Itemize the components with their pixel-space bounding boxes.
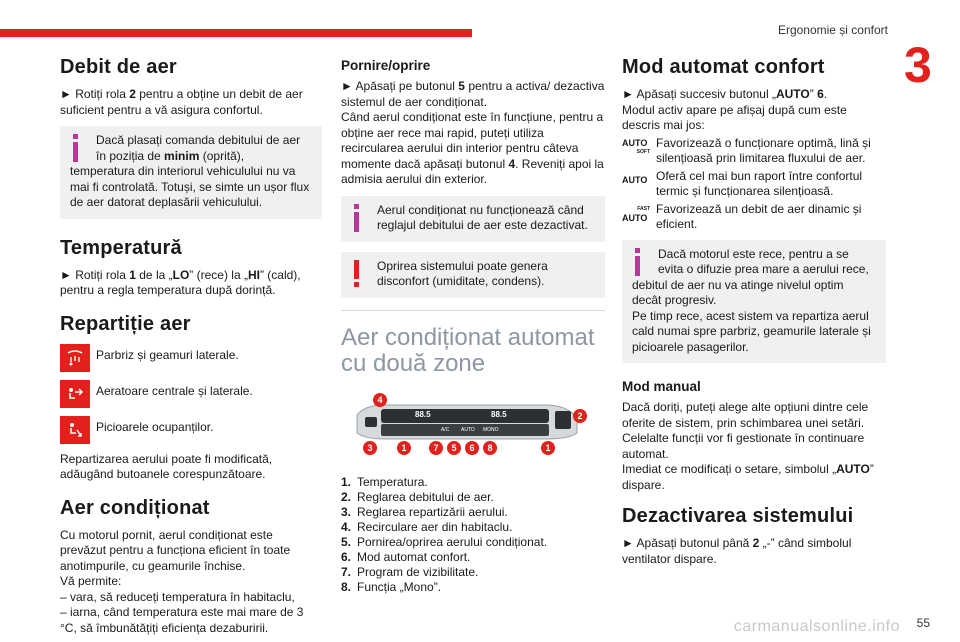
rep-feet: Picioarele ocupanților. bbox=[60, 416, 322, 444]
callout-4: 4 bbox=[373, 393, 387, 407]
column-3 bbox=[622, 48, 886, 573]
deact-title: Dezactivarea sistemului bbox=[622, 505, 854, 527]
manual-p1: Dacă doriți, puteți alege alte opțiuni dintre cele oferite de sistem, prin schimbarea unei setări. bbox=[622, 400, 869, 430]
legend-item: 5. Pornirea/oprirea aerului condiționat. bbox=[341, 534, 548, 549]
warning-icon bbox=[351, 259, 371, 289]
legend-item: 1. Temperatura. bbox=[341, 474, 428, 489]
legend-item: 3. Reglarea repartizării aerului. bbox=[341, 504, 508, 519]
auto-info-note: Dacă motorul este rece, pentru a se evita o difuzie prea mare a aerului rece, debitul de aer nu va atinge nivelul optim decât progresiv. Pe timp rece, acest sistem va repartiza aerul cald numai spre parbriz, geamurile laterale și picioarele pasagerilor. bbox=[622, 240, 886, 364]
onoff-p2: Când aerul condiționat este în funcțiune, pentru a obține aer rece mai rapid, puteți utiliza recircularea aerului din interior pentru câteva momente dacă apăsați butonul 4. Reveniți apoi la admisia aerului din exterior. bbox=[341, 110, 604, 186]
panel-ac-label: A/C bbox=[441, 426, 450, 433]
windshield-airflow-icon bbox=[60, 344, 90, 372]
onoff-title: Pornire/oprire bbox=[341, 58, 431, 73]
column-1 bbox=[60, 48, 322, 642]
ac-p4: – iarna, când temperatura este mai mare de 3 °C, să îmbunătățiți eficiența dezaburirii. bbox=[60, 605, 304, 635]
ac-title: Aer condiționat bbox=[60, 496, 210, 519]
watermark-text: carmanualsonline.info bbox=[733, 618, 900, 635]
callout-1-right: 1 bbox=[541, 441, 555, 455]
auto-soft-icon: AUTO SOFT bbox=[622, 137, 650, 155]
manual-p3: Imediat ce modificați o setare, simbolul „AUTO” dispare. bbox=[622, 462, 874, 492]
callout-2: 2 bbox=[573, 409, 587, 423]
ac-p2: Vă permite: bbox=[60, 574, 122, 588]
manual-p2: Celelalte funcții vor fi gestionate în continuare automat. bbox=[622, 431, 865, 461]
auto-normal-icon: AUTO bbox=[622, 174, 648, 185]
legend-item: 7. Program de vizibilitate. bbox=[341, 564, 479, 579]
panel-temp-left: 88.5 bbox=[415, 409, 431, 419]
info-icon bbox=[70, 133, 90, 163]
top-accent-bar bbox=[0, 29, 472, 37]
mode-auto-soft: AUTO SOFT Favorizează o funcționare optimă, lină și silențioasă prin limitarea fluxului de aer. bbox=[622, 135, 871, 165]
callout-7: 7 bbox=[429, 441, 443, 455]
callout-6: 6 bbox=[465, 441, 479, 455]
manual-title: Mod manual bbox=[622, 379, 701, 394]
panel-legend bbox=[341, 475, 605, 594]
temp-text: ► Rotiți rola 1 de la „LO” (rece) la „HI” (cald), pentru a regla temperatura după dorință. bbox=[60, 267, 301, 297]
auto-fast-icon: FAST AUTO bbox=[622, 205, 650, 223]
rep-title: Repartiție aer bbox=[60, 312, 191, 335]
chapter-number: 3 bbox=[904, 37, 932, 93]
feet-airflow-icon bbox=[60, 416, 90, 444]
onoff-info-note: Aerul condiționat nu funcționează când reglajul debitului de aer este dezactivat. bbox=[341, 196, 605, 242]
debit-title: Debit de aer bbox=[60, 56, 177, 78]
debit-text: ► Rotiți rola 2 pentru a obține un debit de aer suficient pentru a vă asigura confortul. bbox=[60, 87, 303, 117]
column-2 bbox=[341, 48, 605, 595]
center-vents-icon bbox=[60, 380, 90, 408]
info-icon bbox=[632, 247, 652, 277]
section-divider bbox=[341, 310, 605, 311]
panel-temp-right: 88.5 bbox=[491, 409, 507, 419]
rep-windshield: Parbriz și geamuri laterale. bbox=[60, 344, 322, 372]
legend-item: 8. Funcția „Mono”. bbox=[341, 579, 442, 594]
onoff-p1: ► Apăsați pe butonul 5 pentru a activa/ dezactiva sistemul de aer condiționat. bbox=[341, 79, 605, 109]
mode-auto-normal: AUTO Oferă cel mai bun raport între confortul termic și funcționarea silențioasă. bbox=[622, 168, 863, 198]
info-icon bbox=[351, 203, 371, 233]
debit-info-note: Dacă plasați comanda debitului de aer în poziția de minim (oprită), temperatura din interiorul vehiculului nu va mai fi controlată. Totuși, se simte un ușor flux de aer datorat deplasării vehiculului. bbox=[60, 126, 322, 219]
callout-8: 8 bbox=[483, 441, 497, 455]
page-number: 55 bbox=[916, 616, 930, 630]
section-header: Ergonomie și confort bbox=[777, 23, 888, 37]
ac-p1: Cu motorul pornit, aerul condiționat este prevăzut pentru a funcționa eficient în toate anotimpurile, cu geamurile închise. bbox=[60, 527, 291, 573]
legend-item: 2. Reglarea debitului de aer. bbox=[341, 489, 494, 504]
auto-title: Mod automat confort bbox=[622, 56, 825, 78]
auto-p1: ► Apăsați succesiv butonul „AUTO” 6. bbox=[622, 87, 828, 101]
panel-auto-label: AUTO bbox=[461, 426, 475, 433]
legend-item: 4. Recirculare aer din habitaclu. bbox=[341, 519, 513, 534]
ac-p3: – vara, să reduceți temperatura în habitaclu, bbox=[60, 589, 295, 604]
legend-item: 6. Mod automat confort. bbox=[341, 549, 471, 564]
panel-mono-label: MONO bbox=[483, 426, 499, 433]
callout-3: 3 bbox=[363, 441, 377, 455]
callout-5: 5 bbox=[447, 441, 461, 455]
mode-auto-fast: FAST AUTO Favorizează un debit de aer dinamic și eficient. bbox=[622, 201, 862, 231]
dual-zone-title: Aer condiționat automat cu două zone bbox=[341, 323, 595, 377]
deact-text: ► Apăsați butonul până 2 „-” când simbolul ventilator dispare. bbox=[622, 536, 852, 566]
temp-title: Temperatură bbox=[60, 236, 182, 259]
rep-text: Repartizarea aerului poate fi modificată, adăugând butoanele corespunzătoare. bbox=[60, 451, 273, 481]
rep-center-vents: Aeratoare centrale și laterale. bbox=[60, 380, 322, 408]
callout-1-left: 1 bbox=[397, 441, 411, 455]
climate-control-panel bbox=[345, 393, 585, 463]
auto-p2: Modul activ apare pe afișaj după cum este descris mai jos: bbox=[622, 102, 847, 132]
onoff-warning-note: Oprirea sistemului poate genera disconfort (umiditate, condens). bbox=[341, 252, 605, 298]
